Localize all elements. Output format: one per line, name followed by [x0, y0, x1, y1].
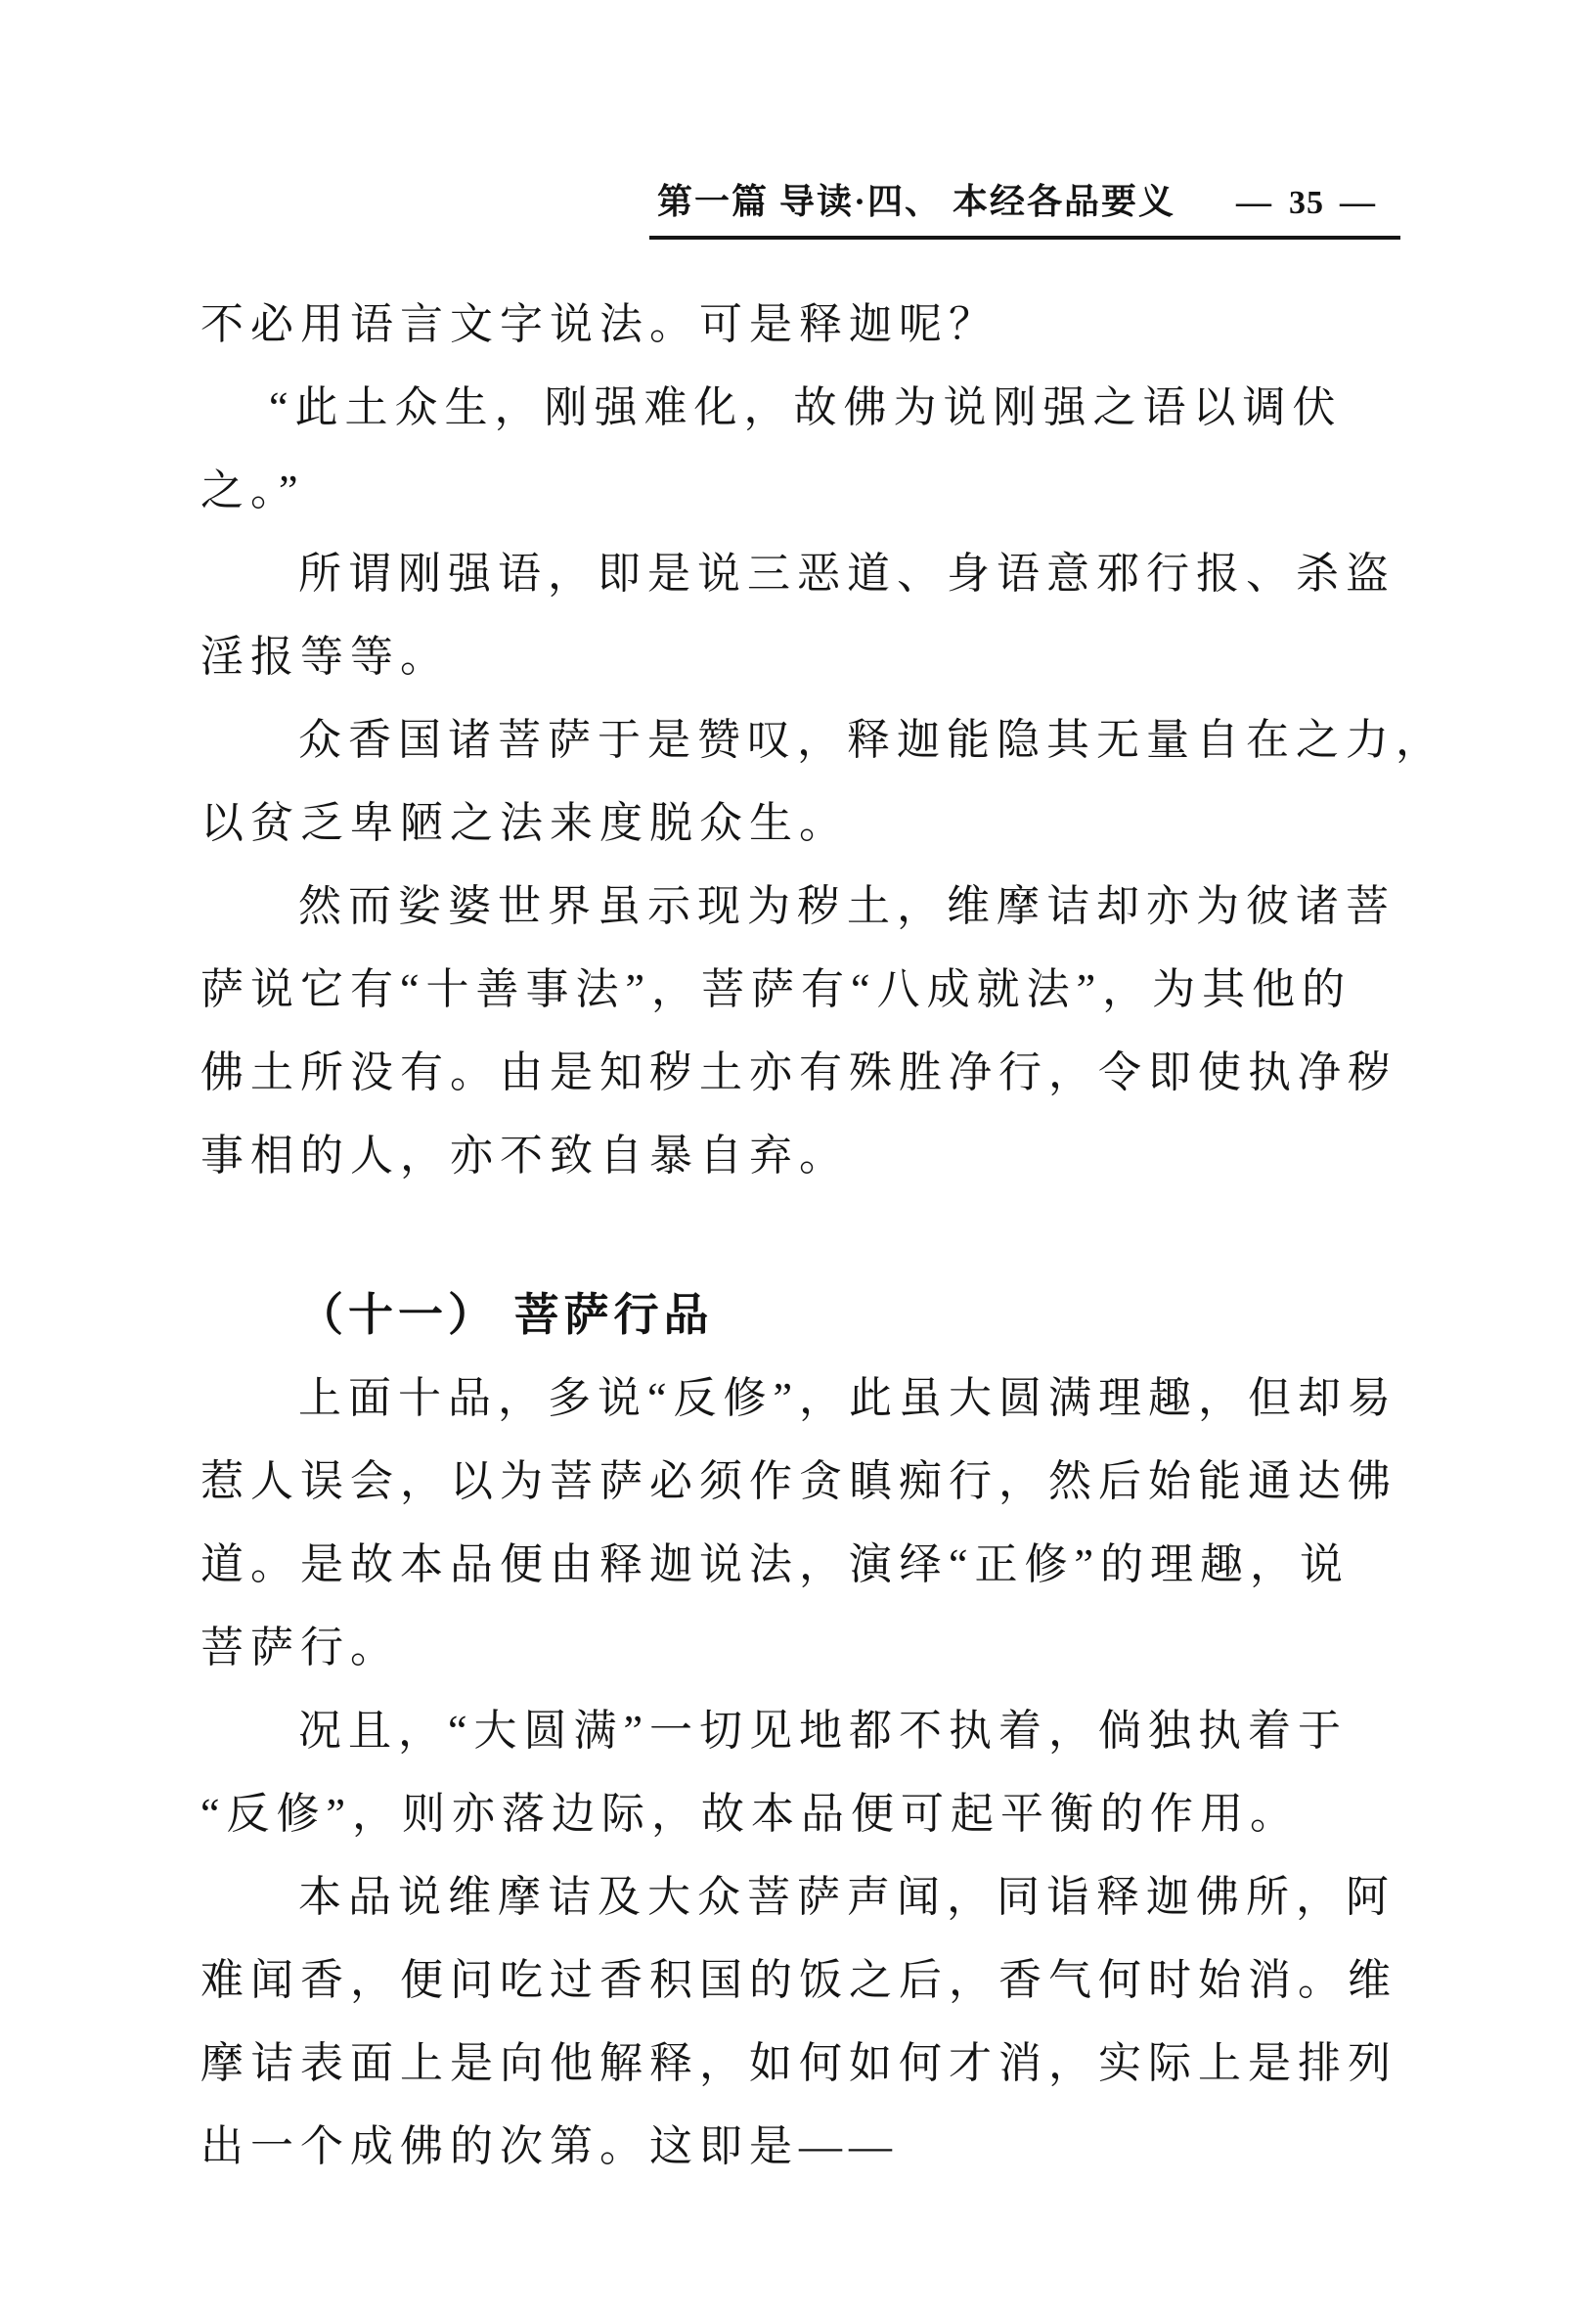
- text-line: 以贫乏卑陋之法来度脱众生。: [200, 799, 849, 847]
- text-line: 菩萨行。: [200, 1624, 400, 1671]
- text-line: 不必用语言文字说法。可是释迦呢？: [200, 300, 998, 348]
- text-line: 然而娑婆世界虽示现为秽土，维摩诘却亦为彼诸菩: [298, 882, 1396, 930]
- running-header: [649, 174, 1400, 240]
- page-body: [0, 240, 1596, 2188]
- text-line: “此土众生，刚强难化，故佛为说刚强之语以调伏: [269, 383, 1343, 431]
- page-header: [0, 0, 1596, 240]
- text-line: 事相的人，亦不致自暴自弃。: [200, 1132, 849, 1180]
- page-number: 35: [1289, 185, 1324, 221]
- text-line: 难闻香，便问吃过香积国的饭之后，香气何时始消。维: [200, 1956, 1397, 2004]
- section-heading: （十一） 菩萨行品: [298, 1290, 714, 1340]
- text-line: 上面十品，多说“反修”，此虽大圆满理趣，但却易: [298, 1374, 1398, 1422]
- text-line: 所谓刚强语，即是说三恶道、身语意邪行报、杀盗: [298, 550, 1396, 598]
- page-dash-left: —: [1236, 182, 1273, 221]
- text-line: 众香国诸菩萨于是赞叹，释迦能隐其无量自在之力，: [298, 716, 1445, 764]
- text-line: 道。是故本品便由释迦说法，演绎“正修”的理趣，说: [200, 1540, 1351, 1588]
- page-dash-right: —: [1340, 182, 1377, 221]
- text-line: “反修”，则亦落边际，故本品便可起平衡的作用。: [200, 1790, 1301, 1838]
- text-line: 本品说维摩诘及大众菩萨声闻，同诣释迦佛所，阿: [298, 1873, 1396, 1921]
- text-line: 出一个成佛的次第。这即是——: [200, 2122, 899, 2170]
- text-line: 之。”: [200, 467, 305, 514]
- page-indicator: [1220, 181, 1393, 222]
- text-line: 惹人误会，以为菩萨必须作贪瞋痴行，然后始能通达佛: [200, 1457, 1397, 1505]
- text-line: 况且，“大圆满”一切见地都不执着，倘独执着于: [298, 1707, 1349, 1755]
- text-line: 摩诘表面上是向他解释，如何如何才消，实际上是排列: [200, 2039, 1397, 2087]
- text-line: 佛土所没有。由是知秽土亦有殊胜净行，令即使执净秽: [200, 1048, 1397, 1096]
- running-title: 第一篇 导读·四、 本经各品要义: [656, 182, 1175, 221]
- text-line: 萨说它有“十善事法”，菩萨有“八成就法”，为其他的: [200, 965, 1352, 1013]
- text-line: 淫报等等。: [200, 633, 450, 681]
